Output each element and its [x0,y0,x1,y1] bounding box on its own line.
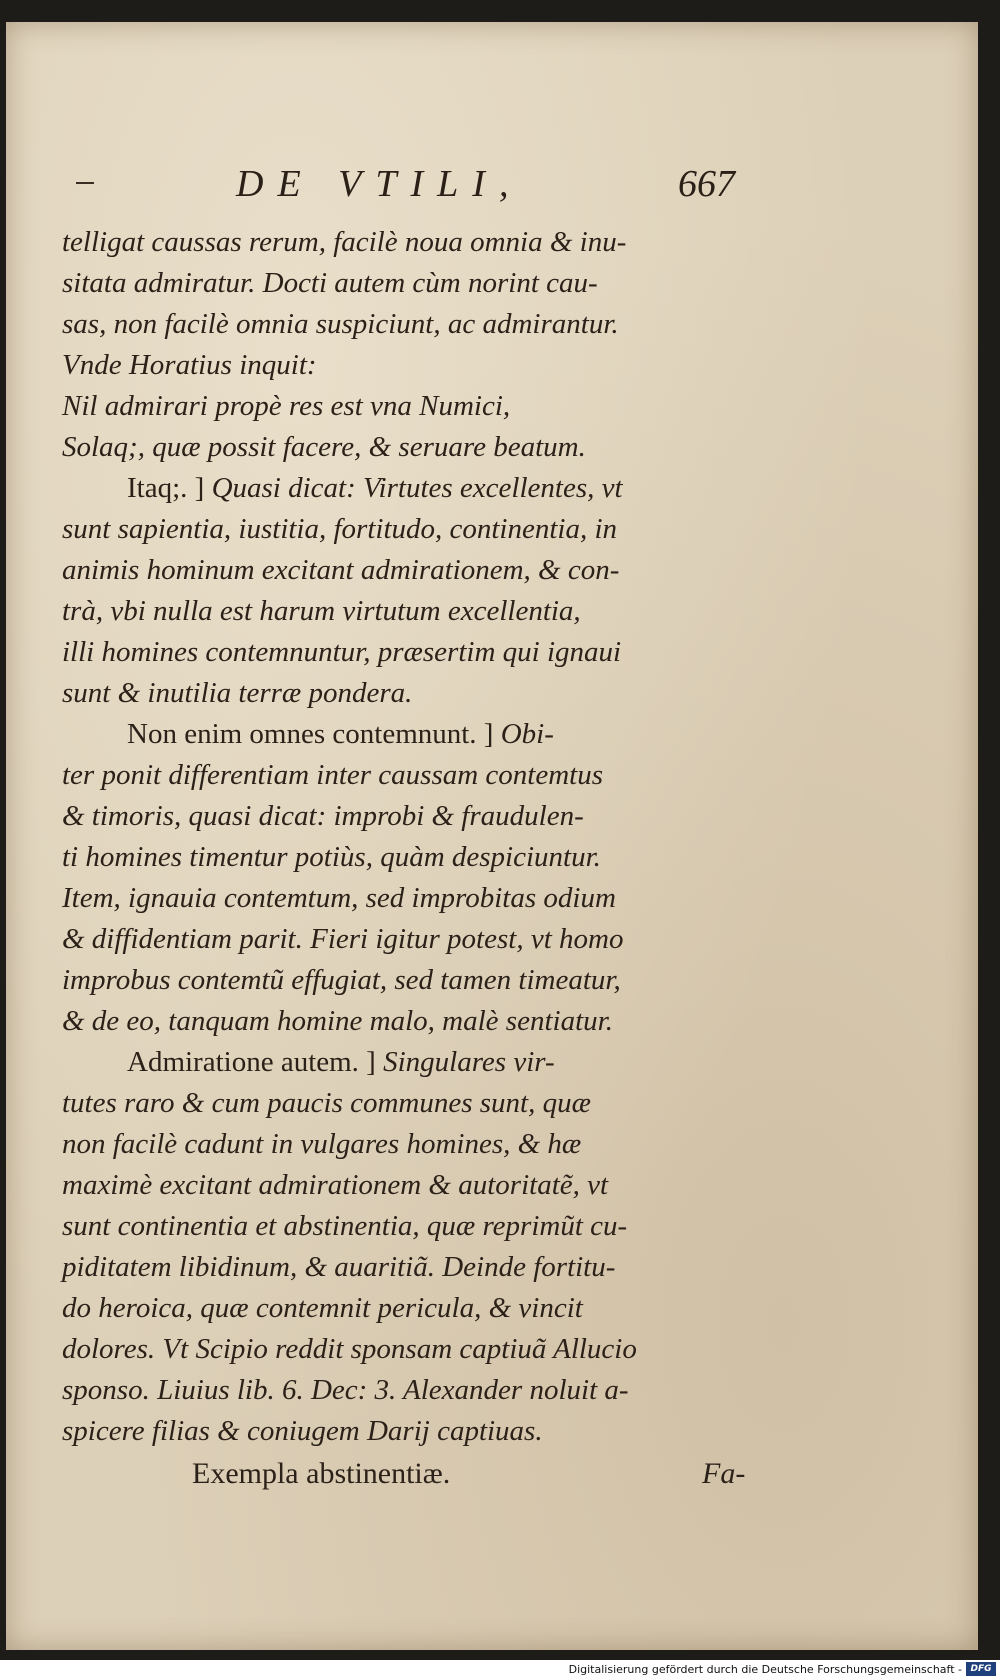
text-line [62,837,742,878]
text-line [62,1329,742,1370]
line-text: dolores. Vt Scipio reddit sponsam captiuã Allucio [62,1333,637,1365]
line-text: Obi- [493,718,554,750]
line-text: Solaq;, quæ possit facere, & seruare beatum. [62,431,586,463]
text-line [62,345,742,386]
line-text: telligat caussas rerum, facilè noua omnia & inu- [62,226,627,258]
closing-line [62,1452,746,1496]
text-line [62,1083,742,1124]
book-page [6,22,978,1650]
line-text: non facilè cadunt in vulgares homines, & hæ [62,1128,582,1160]
text-line [62,1370,742,1411]
line-text: maximè excitant admirationem & autoritatẽ, vt [62,1169,609,1201]
body-text [62,222,746,1496]
line-text: Quasi dicat: Virtutes excellentes, vt [204,472,623,504]
line-text: Singulares vir- [375,1046,555,1078]
line-text: sunt & inutilia terræ pondera. [62,677,413,709]
text-line [62,714,742,755]
text-line [62,960,742,1001]
footer-bar [0,1660,1000,1680]
line-text: & diffidentiam parit. Fieri igitur potest, vt homo [62,923,624,955]
text-line [62,263,742,304]
line-text: do heroica, quæ contemnit pericula, & vincit [62,1292,583,1324]
text-line [62,386,742,427]
running-head-title: DE VTILI, [236,163,523,205]
line-text: Nil admirari propè res est vna Numici, [62,390,511,422]
text-line [62,304,742,345]
text-line [62,919,742,960]
text-line [62,427,742,468]
line-text: sas, non facilè omnia suspiciunt, ac admirantur. [62,308,619,340]
text-line [62,509,742,550]
lemma: Itaq;. ] [127,472,205,504]
text-line [62,550,742,591]
page-number: 667 [678,163,735,205]
dfg-logo: DFG [966,1662,996,1676]
lemma: Non enim omnes contemnunt. ] [127,718,494,750]
text-line [62,1288,742,1329]
text-lines [62,222,742,1452]
line-text: & de eo, tanquam homine malo, malè sentiatur. [62,1005,613,1037]
marginal-heading: Exempla abstinentiæ. [192,1457,451,1490]
text-line [62,1165,742,1206]
line-text: ti homines timentur potiùs, quàm despiciuntur. [62,841,601,873]
text-line [62,1001,742,1042]
line-text: improbus contemtũ effugiat, sed tamen timeatur, [62,964,621,996]
line-text: & timoris, quasi dicat: improbi & fraudulen- [62,800,584,832]
line-text: sitata admiratur. Docti autem cùm norint cau- [62,267,598,299]
text-line [62,878,742,919]
text-line [62,1206,742,1247]
line-text: sunt sapientia, iustitia, fortitudo, continentia, in [62,513,618,545]
text-line [62,591,742,632]
line-text: spicere filias & coniugem Darij captiuas. [62,1415,543,1447]
text-line [62,1411,742,1452]
line-text: illi homines contemnuntur, præsertim qui ignaui [62,636,622,668]
lemma: Admiratione autem. ] [127,1046,376,1078]
text-line [62,1042,742,1083]
line-text: piditatem libidinum, & auaritiã. Deinde fortitu- [62,1251,616,1283]
text-line [62,755,742,796]
text-line [62,632,742,673]
text-line [62,1124,742,1165]
line-text: Item, ignauia contemtum, sed improbitas odium [62,882,616,914]
line-text: tutes raro & cum paucis communes sunt, quæ [62,1087,591,1119]
line-text: Vnde Horatius inquit: [62,349,317,381]
line-text: ter ponit differentiam inter caussam contemtus [62,759,604,791]
line-text: sponso. Liuius lib. 6. Dec: 3. Alexander noluit a- [62,1374,629,1406]
line-text: animis hominum excitant admirationem, & con- [62,554,620,586]
head-dash [76,182,94,184]
line-text: trà, vbi nulla est harum virtutum excellentia, [62,595,581,627]
text-line [62,673,742,714]
catchword: Fa- [702,1457,746,1490]
text-line [62,222,742,263]
text-line [62,468,742,509]
text-line [62,1247,742,1288]
footer-credit: Digitalisierung gefördert durch die Deutsche Forschungsgemeinschaft - [568,1663,962,1676]
running-head [6,162,978,212]
text-line [62,796,742,837]
line-text: sunt continentia et abstinentia, quæ reprimũt cu- [62,1210,628,1242]
